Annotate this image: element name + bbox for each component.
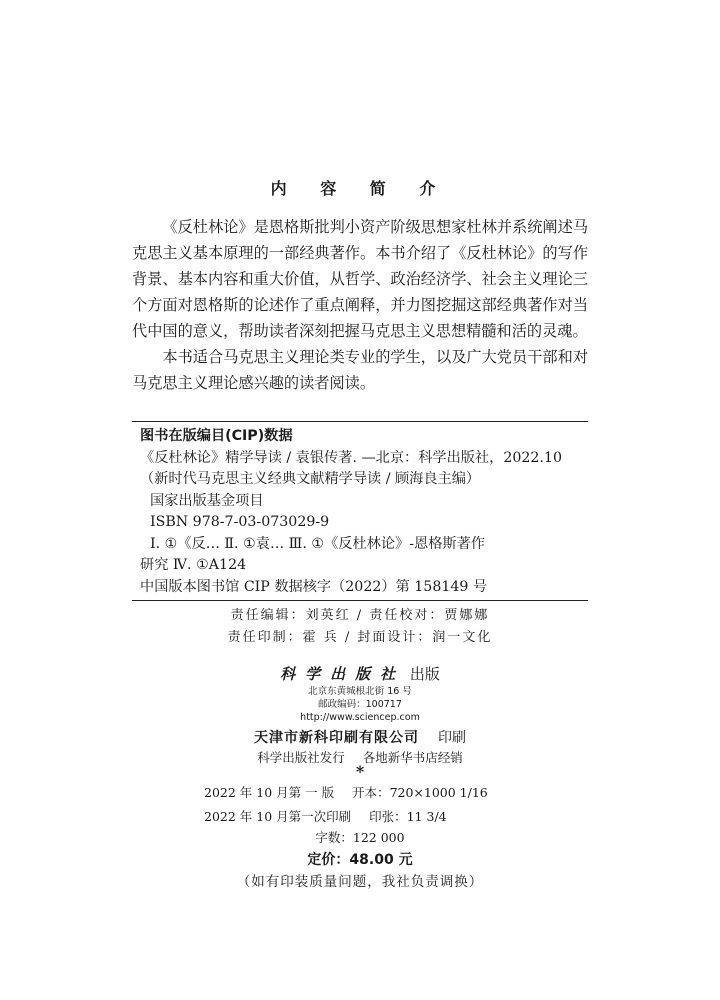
publisher-suffix: 出版 [409, 665, 440, 683]
production-credits: 责任印制：霍 兵 / 封面设计：润一文化 [227, 630, 493, 645]
edition-line [204, 783, 488, 801]
cip-registration-line: 中国版本图书馆 CIP 数据核字（2022）第 158149 号 [140, 578, 488, 595]
printer-suffix: 印刷 [437, 730, 466, 746]
cip-top-rule [132, 421, 588, 422]
publisher-postcode: 邮政编码：100717 [318, 699, 402, 710]
printer-line [0, 727, 720, 747]
sheets-info: 印张：11 3/4 [369, 809, 447, 824]
cip-classification-line-cont: 研究 Ⅳ. ①A124 [140, 557, 247, 573]
editor-credits: 责任编辑：刘英红 / 责任校对：贾娜娜 [230, 608, 490, 623]
cip-classification-line: Ⅰ. ①《反… Ⅱ. ①袁… Ⅲ. ①《反杜林论》-恩格斯著作 [150, 535, 485, 552]
edition-info: 2022 年 10 月第 一 版 [204, 785, 335, 800]
publisher-address: 北京东黄城根北街 16 号 [308, 686, 412, 697]
printing-line [204, 807, 447, 825]
distributor: 科学出版社发行 [257, 750, 345, 765]
summary-heading: 内 容 简 介 [270, 179, 450, 198]
printing-info: 2022 年 10 月第一次印刷 [204, 809, 352, 824]
publisher-line [0, 663, 720, 684]
retailer: 各地新华书店经销 [362, 750, 463, 765]
cip-title: 图书在版编目(CIP)数据 [140, 428, 293, 444]
cip-data-block [140, 426, 590, 598]
cip-bibliographic-line: 《反杜林论》精学导读 / 袁银传著. —北京：科学出版社，2022.10 [140, 449, 562, 466]
cip-fund-line: 国家出版基金项目 [150, 492, 264, 509]
summary-paragraph: 《反杜林论》是恩格斯批判小资产阶级思想家杜林并系统阐述马克思主义基本原理的一部经典著作。本书介绍了《反杜林论》的写作背景、基本内容和重大价值，从哲学、政治经济学、社会主义理论三个方面对恩格斯的论述作了重点阐释，并力图挖掘这部经典著作对当代中国的意义，帮助读者深刻把握马克思主义思想精髓和活的灵魂。 [132, 218, 588, 340]
publisher-logo-name: 科学出版社 [280, 665, 406, 683]
publisher-website: http://www.sciencep.com [300, 712, 420, 723]
cip-bottom-rule [132, 600, 588, 601]
section-separator: * [355, 762, 365, 781]
printer-name: 天津市新科印刷有限公司 [254, 730, 420, 746]
word-count: 字数：122 000 [315, 830, 405, 845]
cip-series-line: （新时代马克思主义经典文献精学导读 / 顾海良主编） [140, 471, 481, 487]
audience-paragraph: 本书适合马克思主义理论类专业的学生，以及广大党员干部和对马克思主义理论感兴趣的读者阅读。 [132, 348, 588, 392]
cip-isbn-line: ISBN 978-7-03-073029-9 [150, 514, 330, 530]
format-info: 开本：720×1000 1/16 [352, 785, 488, 800]
quality-notice: （如有印装质量问题，我社负责调换） [236, 874, 484, 890]
price: 定价：48.00 元 [307, 852, 413, 868]
